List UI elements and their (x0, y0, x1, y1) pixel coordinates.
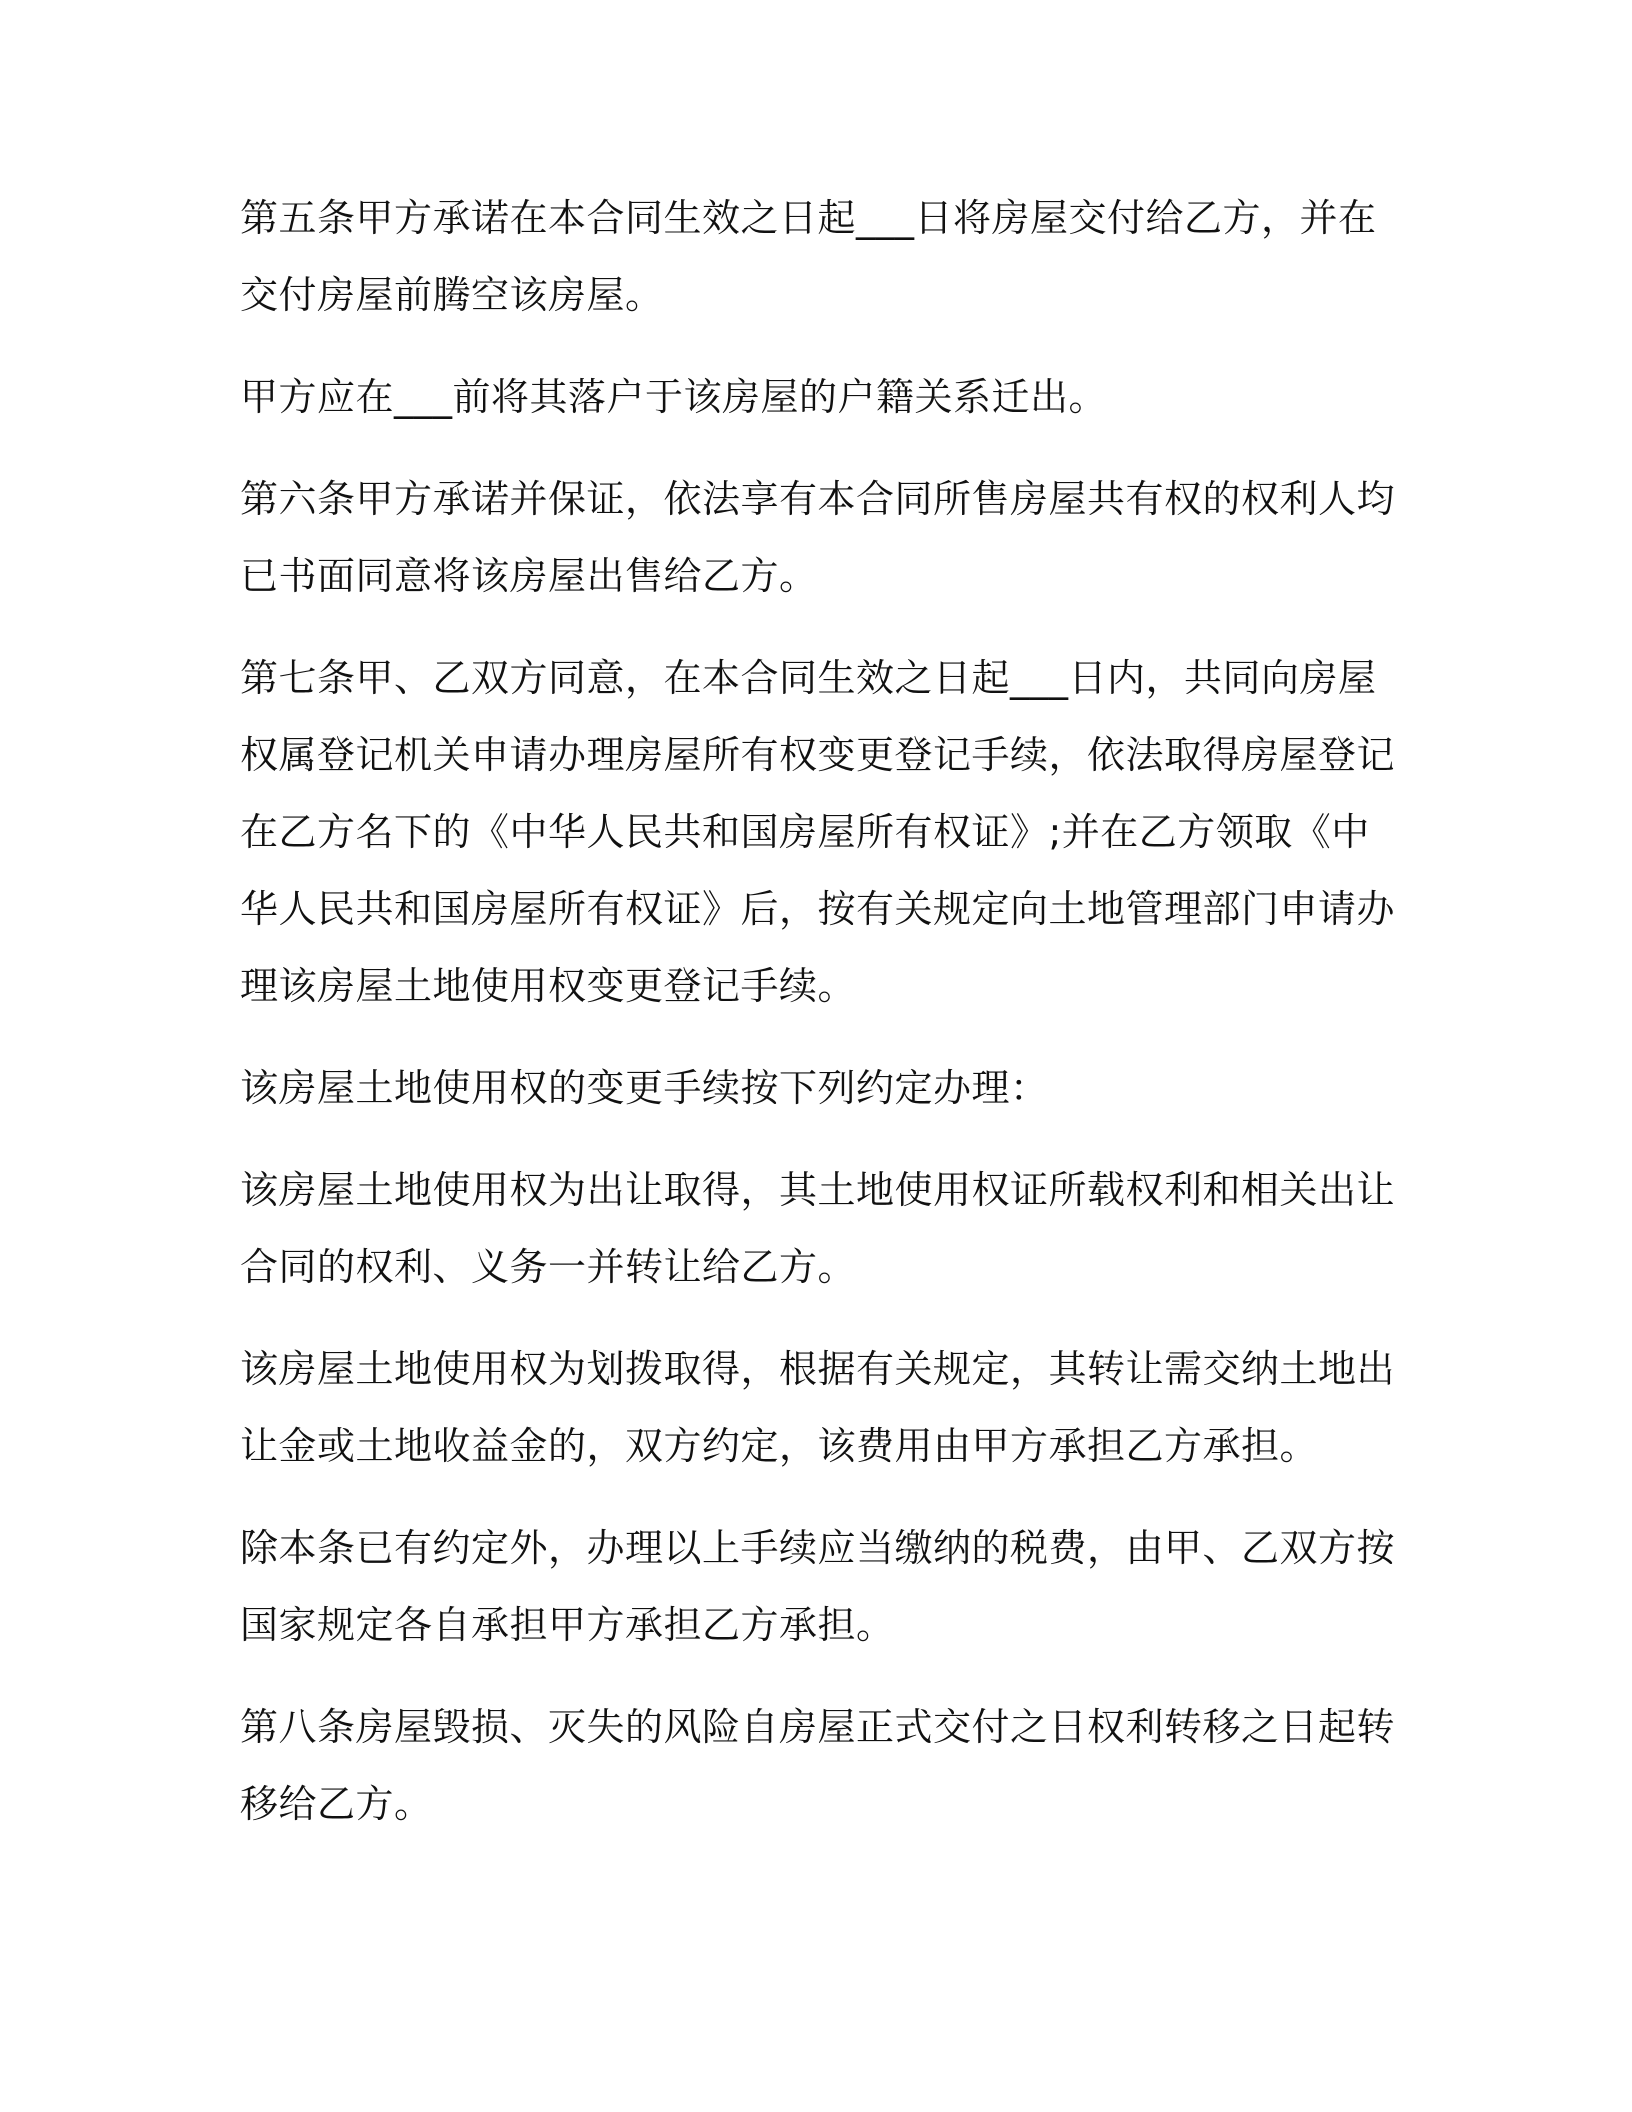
household-registration-clause: 甲方应在___前将其落户于该房屋的户籍关系迁出。 (240, 375, 1108, 419)
tax-fee-clause: 除本条已有约定外，办理以上手续应当缴纳的税费，由甲、乙双方按国家规定各自承担甲方承担乙方承担。 (240, 1526, 1396, 1647)
clause-6-co-owner-consent: 第六条甲方承诺并保证，依法享有本合同所售房屋共有权的权利人均已书面同意将该房屋出售给乙方。 (240, 477, 1396, 598)
land-use-granted-clause: 该房屋土地使用权为出让取得，其土地使用权证所载权利和相关出让合同的权利、义务一并转让给乙方。 (240, 1168, 1396, 1289)
clause-8-risk-transfer: 第八条房屋毁损、灭失的风险自房屋正式交付之日权利转移之日起转移给乙方。 (240, 1705, 1396, 1826)
document-body (240, 180, 1400, 1868)
clause-7-ownership-transfer: 第七条甲、乙双方同意，在本合同生效之日起___日内，共同向房屋权属登记机关申请办理房屋所有权变更登记手续，依法取得房屋登记在乙方名下的《中华人民共和国房屋所有权证》;并在乙方领取《中华人民共和国房屋所有权证》后，按有关规定向土地管理部门申请办理该房屋土地使用权变更登记手续。 (240, 656, 1396, 1008)
clause-5-delivery: 第五条甲方承诺在本合同生效之日起___日将房屋交付给乙方，并在交付房屋前腾空该房屋。 (240, 196, 1377, 317)
land-use-allocated-clause: 该房屋土地使用权为划拨取得，根据有关规定，其转让需交纳土地出让金或土地收益金的，双方约定，该费用由甲方承担乙方承担。 (240, 1347, 1396, 1468)
land-use-change-intro: 该房屋土地使用权的变更手续按下列约定办理： (240, 1066, 1049, 1110)
